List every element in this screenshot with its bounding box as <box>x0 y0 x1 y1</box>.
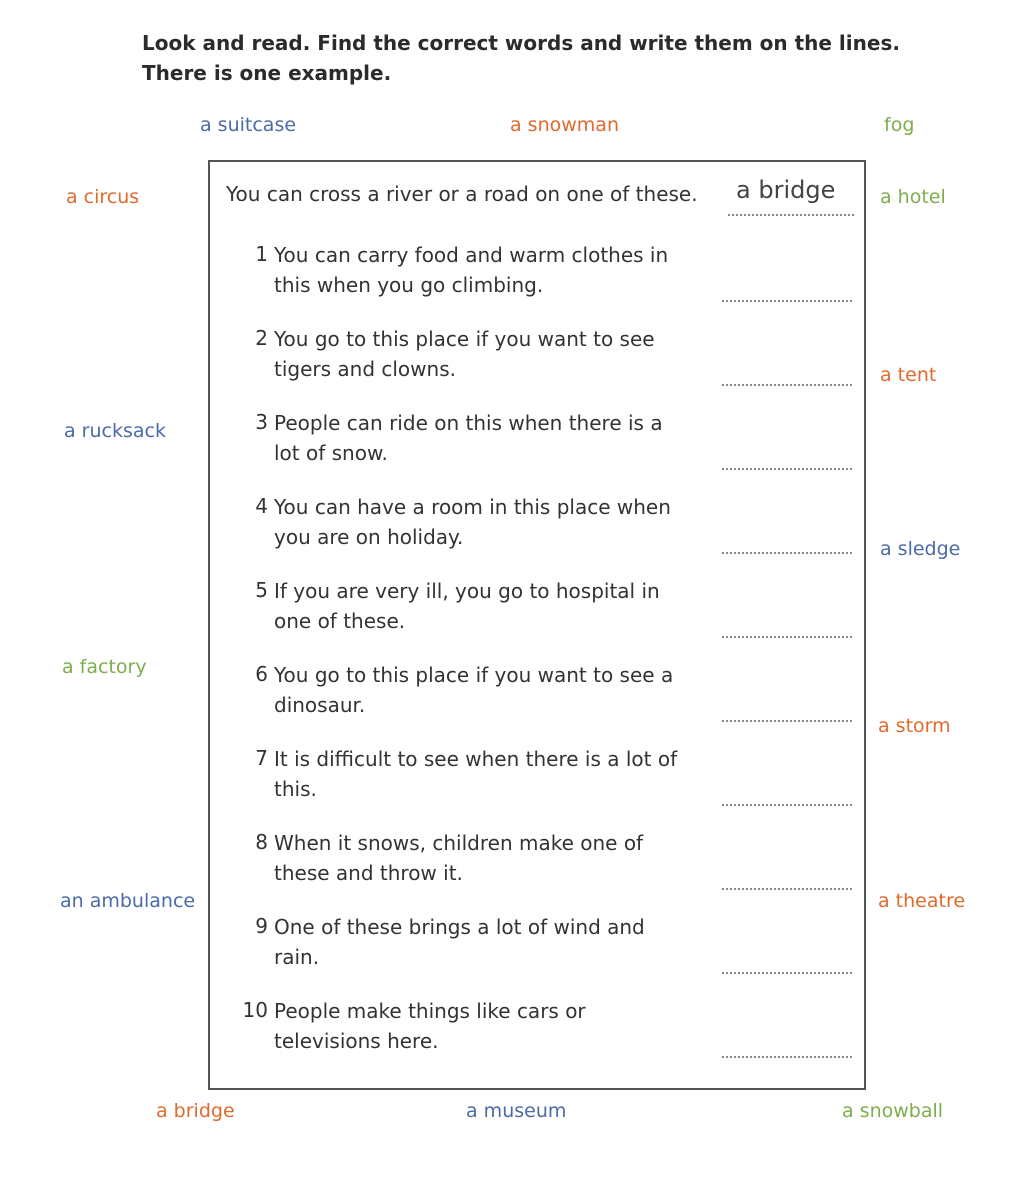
word-factory: a factory <box>62 656 147 678</box>
answer-line[interactable] <box>722 382 852 386</box>
word-theatre: a theatre <box>878 890 966 912</box>
question-text: When it snows, children make one of these and throw it. <box>274 831 644 885</box>
answer-line[interactable] <box>722 802 852 806</box>
question-text: You can carry food and warm clothes in this when you go climbing. <box>274 243 669 297</box>
word-rucksack: a rucksack <box>64 420 166 442</box>
answer-line[interactable] <box>722 1054 852 1058</box>
word-bridge: a bridge <box>156 1100 235 1122</box>
word-tent: a tent <box>880 364 937 386</box>
question-text: One of these brings a lot of wind and rain. <box>274 915 645 969</box>
question-text: People can ride on this when there is a lot of snow. <box>274 411 663 465</box>
answer-line[interactable] <box>722 466 852 470</box>
word-fog: fog <box>884 114 915 136</box>
question-text: It is difficult to see when there is a lot of this. <box>274 747 678 801</box>
question-text: People make things like cars or televisions here. <box>274 999 586 1053</box>
question-text: You go to this place if you want to see tigers and clowns. <box>274 327 655 381</box>
answer-line[interactable] <box>722 634 852 638</box>
question-box <box>208 160 866 1090</box>
question-number: 4 <box>255 494 268 518</box>
question-text: If you are very ill, you go to hospital in one of these. <box>274 579 660 633</box>
example-answer: a bridge <box>728 176 854 216</box>
question-number: 8 <box>255 830 268 854</box>
word-sledge: a sledge <box>880 538 961 560</box>
word-storm: a storm <box>878 715 951 737</box>
question-number: 7 <box>255 746 268 770</box>
answer-line[interactable] <box>722 298 852 302</box>
answer-line[interactable] <box>722 970 852 974</box>
word-hotel: a hotel <box>880 186 946 208</box>
question-number: 10 <box>242 998 268 1022</box>
word-ambulance: an ambulance <box>60 890 196 912</box>
word-circus: a circus <box>66 186 140 208</box>
question-number: 6 <box>255 662 268 686</box>
word-snowman: a snowman <box>510 114 619 136</box>
answer-line[interactable] <box>722 718 852 722</box>
question-number: 3 <box>255 410 268 434</box>
question-number: 2 <box>255 326 268 350</box>
question-text: You can have a room in this place when you are on holiday. <box>274 495 671 549</box>
question-number: 5 <box>255 578 268 602</box>
word-suitcase: a suitcase <box>200 114 297 136</box>
word-museum: a museum <box>466 1100 567 1122</box>
question-number: 1 <box>255 242 268 266</box>
example-question: You can cross a river or a road on one of these. <box>226 182 698 206</box>
question-number: 9 <box>255 914 268 938</box>
question-text: You go to this place if you want to see a dinosaur. <box>274 663 674 717</box>
instructions-heading: Look and read. Find the correct words and write them on the lines. There is one example. <box>142 31 900 85</box>
word-snowball: a snowball <box>842 1100 944 1122</box>
answer-line[interactable] <box>722 550 852 554</box>
answer-line[interactable] <box>722 886 852 890</box>
